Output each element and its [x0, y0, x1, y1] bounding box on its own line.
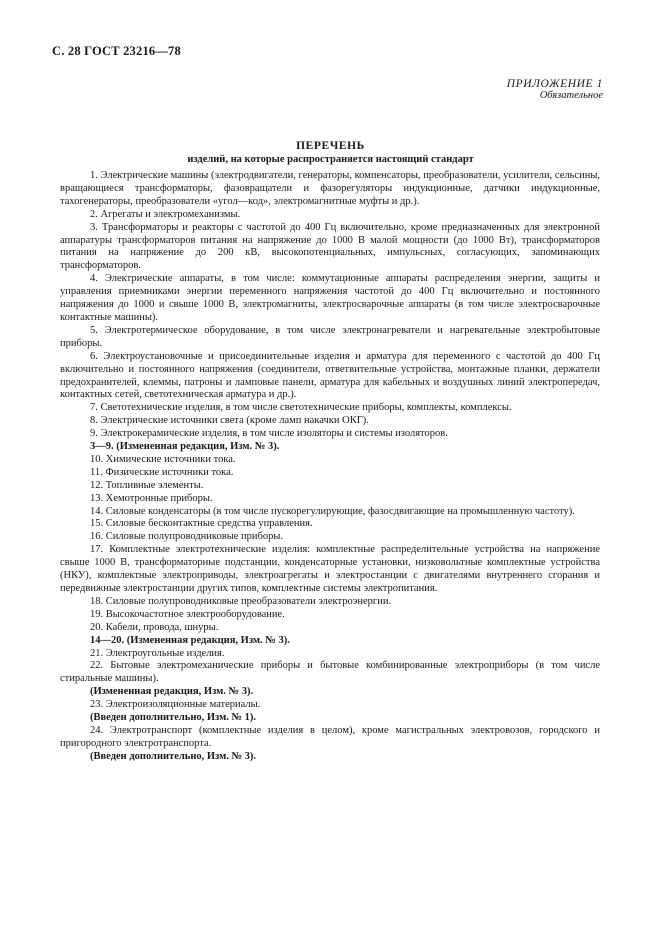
list-item: 3. Трансформаторы и реакторы с частотой до 400 Гц включительно, кроме предназначенных для электронной аппаратуры трансформаторов питания на напряжение до 1000 В малой мощности (до 1000 Вт), трансформаторов питания на напряжение до 200 кВ, высокопотенциальных, импульсных, согласующих, запоминающих трансформаторов.: [60, 221, 600, 272]
product-list: [60, 170, 600, 764]
list-item: 2. Агрегаты и электромеханизмы.: [90, 208, 241, 220]
amendment-note: (Введен дополнительно, Изм. № 1).: [90, 712, 257, 724]
list-item: 19. Высокочастотное электрооборудование.: [90, 608, 285, 620]
list-item: 1. Электрические машины (электродвигатели, генераторы, компенсаторы, преобразователи, усилители, сельсины, вращающиеся трансформаторы, фазовращатели и фазорегуляторы индукционные, датчики индукционные, тахогенераторы, преобразователи «угол—код», электромагнитные муфты и др.).: [60, 170, 600, 207]
amendment-note: (Введен дополнительно, Изм. № 3).: [90, 750, 257, 762]
amendment-note: (Измененная редакция, Изм. № 3).: [90, 686, 254, 698]
list-item: 24. Электротранспорт (комплектные изделия в целом), кроме магистральных электровозов, городского и пригородного электротранспорта.: [60, 724, 600, 749]
list-item: 10. Химические источники тока.: [90, 453, 236, 465]
list-item: 21. Электроугольные изделия.: [90, 647, 225, 659]
appendix-subtitle: Обязательное: [539, 90, 603, 101]
amendment-note: 14—20. (Измененная редакция, Изм. № 3).: [90, 634, 290, 646]
list-item: 18. Силовые полупроводниковые преобразователи электроэнергии.: [90, 595, 392, 607]
list-item: 6. Электроустановочные и присоединительные изделия и арматура для переменного с частотой до 400 Гц включительно и постоянного напряжения (соединители, ответвительные устройства, монтажные планки, держатели предохранителей, клеммы, патроны и ламповые панели, арматура для кабельных и воздушных линий электропередач, контактных сетей, светотехническая арматура и др.).: [60, 350, 600, 401]
list-item: 14. Силовые конденсаторы (в том числе пускорегулирующие, фазосдвигающие на промышленную частоту).: [90, 505, 575, 517]
list-item: 12. Топливные элементы.: [90, 479, 204, 491]
list-item: 5. Электротермическое оборудование, в том числе электронагреватели и нагревательные электробытовые приборы.: [60, 324, 600, 349]
list-item: 15. Силовые бесконтактные средства управления.: [90, 518, 313, 530]
list-item: 7. Светотехнические изделия, в том числе светотехнические приборы, комплекты, комплексы.: [90, 402, 512, 414]
list-item: 9. Электрокерамические изделия, в том числе изоляторы и системы изоляторов.: [90, 428, 448, 440]
appendix-title: ПРИЛОЖЕНИЕ 1: [506, 78, 603, 90]
list-title: ПЕРЕЧЕНЬ: [296, 140, 365, 152]
list-item: 8. Электрические источники света (кроме ламп накачки ОКГ).: [90, 415, 369, 427]
appendix-label: [507, 78, 603, 101]
list-item: 4. Электрические аппараты, в том числе: коммутационные аппараты распределения энергии, защиты и управления приемниками энергии переменного напряжения частотой до 400 Гц включительно и постоянного напряжения до 1000 и свыше 1000 В, электромагниты, электросварочные аппараты (в том числе электросварочные контактные машины).: [60, 273, 600, 323]
list-item: 11. Физические источники тока.: [90, 466, 234, 478]
amendment-note: 3—9. (Измененная редакция, Изм. № 3).: [90, 441, 280, 453]
list-item: 13. Хемотронные приборы.: [90, 492, 213, 504]
list-heading: [60, 140, 601, 166]
list-item: 22. Бытовые электромеханические приборы и бытовые комбинированные электроприборы (в том числе стиральные машины).: [60, 660, 600, 685]
list-item: 17. Комплектные электротехнические изделия: комплектные распределительные устройства на напряжение свыше 1000 В, трансформаторные подстанции, конденсаторные установки, низковольтные комплектные устройства (НКУ), комплектные электроприводы, электроагрегаты и электростанции с двигателями внутреннего сгорания и передвижные электростанции других типов, комплектные системы электропитания.: [60, 544, 600, 594]
list-item: 23. Электроизоляционные материалы.: [90, 699, 261, 711]
list-subtitle: изделий, на которые распространяется настоящий стандарт: [187, 154, 474, 165]
list-item: 20. Кабели, провода, шнуры.: [90, 621, 219, 633]
list-item: 16. Силовые полупроводниковые приборы.: [90, 531, 284, 543]
page-header: С. 28 ГОСТ 23216—78: [52, 44, 181, 58]
